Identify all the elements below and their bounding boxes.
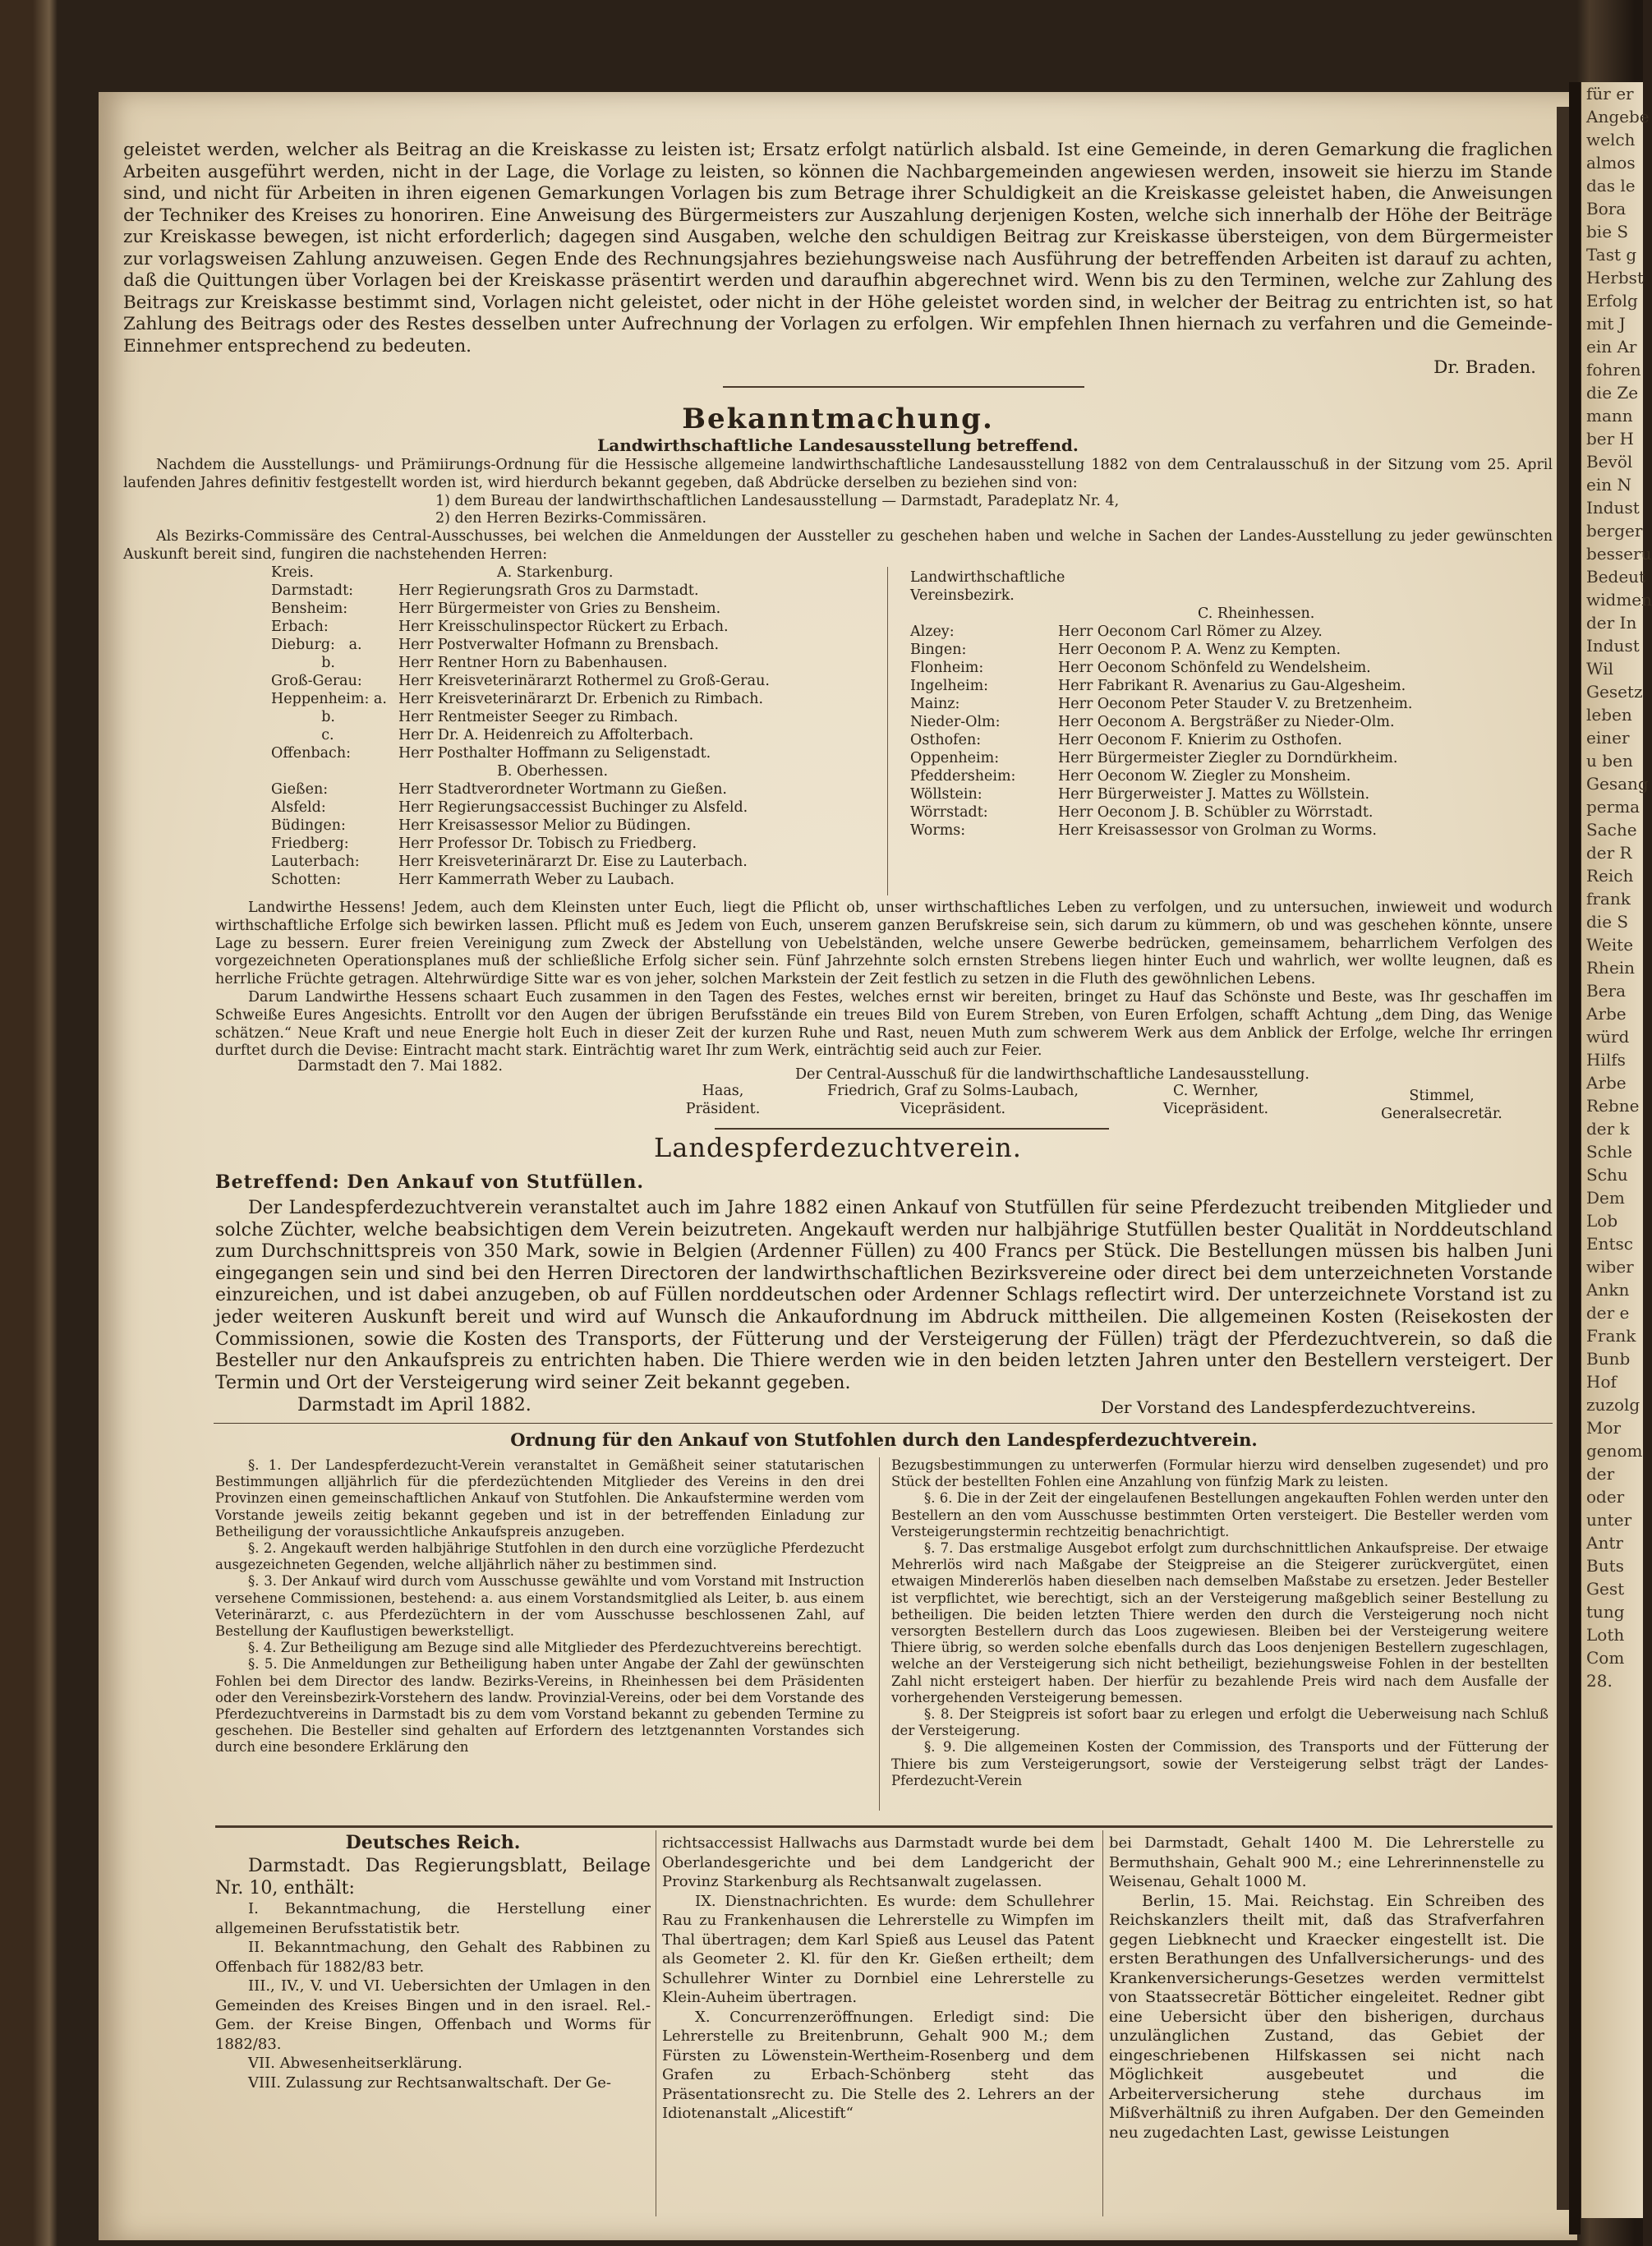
adjacent-page-fragment: der In xyxy=(1586,613,1637,633)
starkenburg-row xyxy=(271,636,879,654)
rheinhessen-commissioner: Herr Oeconom A. Bergsträßer zu Nieder-Olm. xyxy=(1058,714,1395,730)
adjacent-page-fragment: unter xyxy=(1586,1510,1632,1530)
rheinhessen-commissioner: Herr Oeconom Schönfeld zu Wendelsheim. xyxy=(1058,660,1371,676)
ordnung-left-column xyxy=(215,1457,864,1756)
adjacent-page-fragment: die S xyxy=(1586,912,1629,932)
oberhessen-row xyxy=(271,853,879,871)
rheinhessen-commissioner: Herr Oeconom Peter Stauder V. zu Bretzenheim. xyxy=(1058,696,1413,712)
reich-lead: Darmstadt. Das Regierungsblatt, Beilage Nr. 10, enthält: xyxy=(215,1856,651,1899)
pferd-date: Darmstadt im April 1882. xyxy=(297,1395,531,1415)
top-paragraph-text: geleistet werden, welcher als Beitrag an die Kreiskasse zu leisten ist; Ersatz erfolgt natürlich alsbald. Ist eine Gemeinde, in deren Gemarkung die fraglichen Arbeiten ausgeführt werden, nicht in der Lage, die Vorlage zu leisten, so können die Nachbargemeinden angewiesen werden, insoweit sie hierzu im Stande sind, und nicht für Arbeiten in ihren eigenen Gemarkungen Vorlagen bis zum Betrage ihrer Schuldigkeit an die Kreiskasse geleistet haben, die Anweisungen der Techniker des Kreises zu honoriren. Eine Anweisung des Bürgermeisters zur Auszahlung derjenigen Kosten, welche sich innerhalb der Höhe der Beiträge zur Kreiskasse bewegen, ist nicht erforderlich; dagegen sind Ausgaben, welche den schuldigen Beitrag zur Kreiskasse übersteigen, von dem Bürgermeister zur vorlagsweisen Zahlung anzuweisen. Gegen Ende des Rechnungsjahres beziehungsweise nach Ausführung der betreffenden Arbeiten ist darauf zu achten, daß die Quittungen über Vorlagen bei der Kreiskasse präsentirt werden und daraufhin abgerechnet wird. Wenn bis zu den Terminen, welche zur Zahlung des Beitrags zur Kreiskasse bestimmt sind, Vorlagen nicht geleistet, oder nicht in der Höhe geleistet worden sind, in welcher der Beitrag zu entrichten ist, so hat Zahlung des Beitrags oder des Restes desselben unter Aufrechnung der Vorlagen zu erfolgen. Wir empfehlen Ihnen hiernach zu verfahren und die Gemeinde-Einnehmer entsprechend zu bedeuten. xyxy=(123,140,1553,357)
ordnung-left-paragraph: §. 4. Zur Betheiligung am Bezuge sind alle Mitglieder des Pferdezuchtvereins berechtigt. xyxy=(248,1640,863,1656)
rheinhessen-commissioner: Herr Bürgermeister Ziegler zu Dorndürkheim. xyxy=(1058,750,1398,766)
oberhessen-district: Friedberg: xyxy=(271,835,349,852)
thick-separator xyxy=(215,1825,1553,1828)
top-paragraph xyxy=(123,140,1553,380)
ordnung-left-paragraph: §. 2. Angekauft werden halbjährige Stutfohlen in den durch eine vorzügliche Pferdezucht ausgezeichneten Gegenden, welche alljährlich näher zu bestimmen sind. xyxy=(215,1540,864,1573)
starkenburg-commissioner: Herr Posthalter Hoffmann zu Seligenstadt. xyxy=(398,745,711,762)
adjacent-page-fragment: Sache xyxy=(1586,820,1637,840)
adjacent-page xyxy=(1581,82,1652,2218)
starkenburg-commissioner: Herr Dr. A. Heidenreich zu Affolterbach. xyxy=(398,727,694,743)
pferd-body: Der Landespferdezuchtverein veranstaltet auch im Jahre 1882 einen Ankauf von Stutfüllen für seine Pferdezucht treibenden Mitglieder und solche Züchter, welche beabsichtigen dem Verein beizutreten. Angekauft werden nur halbjährige Stutfüllen bester Qualität in Norddeutschland zum Durchschnittspreis von 350 Mark, sowie in Belgien (Ardenner Füllen) zu 400 Francs per Stück. Die Bestellungen müssen bis halben Juni eingegangen sein und sind bei den Herren Directoren der landwirthschaftlichen Bezirksvereine oder direct bei dem unterzeichneten Vorstande einzureichen, und ist dabei anzugeben, ob auf Füllen norddeutschen oder Ardenner Schlags reflectirt wird. Der unterzeichnete Vorstand ist zu jeder weiteren Auskunft bereit und wird auf Wunsch die Ankaufordnung im Abdruck mittheilen. Die allgemeinen Kosten (Reisekosten der Commissionen, sowie die Kosten des Transports, der Fütterung und der Versteigerung der Füllen) trägt der Pferdezuchtverein, so daß die Besteller nur den Ankaufspreis zu entrichten haben. Die Thiere werden wie in den beiden letzten Jahren unter den Bestellern versteigert. Der Termin und Ort der Versteigerung wird seiner Zeit bekannt gegeben. xyxy=(215,1198,1553,1393)
oberhessen-row xyxy=(271,817,879,835)
signatory-2 xyxy=(789,1083,1117,1119)
starkenburg-list xyxy=(271,582,879,762)
oberhessen-row xyxy=(271,780,879,799)
ordnung-left-paragraph: §. 3. Der Ankauf wird durch vom Ausschusse gewählte und vom Vorstand mit Instruction versehene Commissionen, bestehend: a. aus einem Vorstandsmitglied als Leiter, b. aus einem Veterinärarzt, c. aus Pferdezüchtern in der vom Ausschusse beschlossenen Zahl, auf Bestellung der Kauflustigen bewerkstelligt. xyxy=(215,1573,864,1640)
rheinhessen-district: Wöllstein: xyxy=(910,786,982,803)
rheinhessen-row xyxy=(910,749,1551,767)
signatory-2-name: Friedrich, Graf zu Solms-Laubach, xyxy=(827,1083,1079,1099)
starkenburg-district: Erbach: xyxy=(271,619,329,635)
oberhessen-commissioner: Herr Professor Dr. Tobisch zu Friedberg. xyxy=(398,835,697,852)
adjacent-page-fragment: Arbe xyxy=(1586,1073,1627,1093)
adjacent-page-fragment: Wil xyxy=(1586,659,1613,679)
reich-column-1 xyxy=(215,1830,651,2092)
ordnung-right-paragraph: §. 7. Das erstmalige Ausgebot erfolgt zum durchschnittlichen Ankaufspreise. Der etwaige Mehrerlös wird nach Maßgabe der Steigpreise an die Steigerer zurückvergütet, einen etwaigen Mindererlös haben dieselben nach demselben Maßstabe zu ersetzen. Jeder Besteller ist verpflichtet, wie berechtigt, sich an der Versteigerung maßgeblich seiner Bestellung zu betheiligen. Die beiden letzten Thiere werden den durch die Versteigerung noch nicht versorgten Bestellern durch das Loos zugewiesen. Bleiben bei der Versteigerung weitere Thiere übrig, so werden solche ebenfalls durch das Loos denjenigen Bestellern zugeschlagen, welche an der Versteigerung sich nicht betheiligt, beziehungsweise Fohlen in der bestellten Zahl nicht ersteigert haben. Der hierfür zu bezahlende Preis wird nach dem Ausfalle der vorhergehenden Versteigerung bemessen. xyxy=(891,1540,1548,1705)
rheinhessen-district: Alzey: xyxy=(910,624,955,640)
adjacent-page-fragment: würd xyxy=(1586,1027,1630,1047)
adjacent-page-fragment: Bedeut xyxy=(1586,567,1646,587)
starkenburg-district: b. xyxy=(271,655,335,671)
adjacent-page-fragment: almos xyxy=(1586,153,1636,173)
reich-column-2 xyxy=(662,1834,1094,2124)
right-header-1: Landwirthschaftliche xyxy=(910,569,1065,586)
reich-col1-items xyxy=(215,1899,651,2092)
adjacent-page-fragment: Hof xyxy=(1586,1372,1617,1392)
source-2: 2) den Herren Bezirks-Commissären. xyxy=(435,510,707,527)
starkenburg-row xyxy=(271,690,879,708)
adjacent-page-fragment: tung xyxy=(1586,1602,1625,1622)
oberhessen-district: Alsfeld: xyxy=(271,799,326,816)
adjacent-page-fragment: genom xyxy=(1586,1441,1643,1461)
adjacent-page-fragment: Buts xyxy=(1586,1556,1624,1576)
ordnung-right-paragraph: §. 8. Der Steigpreis ist sofort baar zu erlegen und erfolgt die Ueberweisung nach Schluß der Versteigerung. xyxy=(891,1706,1548,1739)
appeal-text-2: Darum Landwirthe Hessens schaart Euch zusammen in den Tagen des Festes, welches ernst wir bereiten, bringet zu Hauf das Schönste und Beste, was Ihr geschaffen im Schweiße Eures Angesichts. Entrollt vor den Augen der übrigen Berufsstände ein treues Bild von Eurem Streben, von Euren Erfolgen, schafft Achtung „dem Ding, das Wenige schätzen.“ Neue Kraft und neue Energie holt Euch in dieser Zeit der kurzen Ruhe und Rast, neuen Muth zum schwerem Werk aus dem Anblick der Erfolge, welche Ihr erringen durftet durch die Devise: Eintracht macht stark. Einträchtig waret Ihr zum Werk, einträchtig seid auch zur Feier. xyxy=(215,988,1553,1060)
rheinhessen-district: Bingen: xyxy=(910,642,967,658)
signatory-1-role: Präsident. xyxy=(685,1100,761,1117)
reich-item-paragraph: VIII. Zulassung zur Rechtsanwaltschaft. Der Ge- xyxy=(248,2073,611,2092)
starkenburg-row xyxy=(271,744,879,762)
signatory-2-role: Vicepräsident. xyxy=(900,1100,1006,1117)
rheinhessen-district: Wörrstadt: xyxy=(910,804,988,821)
starkenburg-row xyxy=(271,654,879,672)
starkenburg-district: Darmstadt: xyxy=(271,582,354,599)
adjacent-page-fragment: der xyxy=(1586,1464,1615,1484)
starkenburg-commissioner: Herr Bürgermeister von Gries zu Bensheim. xyxy=(398,601,721,617)
adjacent-page-fragment: ein Ar xyxy=(1586,337,1637,357)
starkenburg-row xyxy=(271,708,879,726)
adjacent-page-fragment: wiber xyxy=(1586,1257,1634,1277)
rheinhessen-row xyxy=(910,767,1551,785)
oberhessen-district: Schotten: xyxy=(271,872,342,888)
adjacent-page-fragment: Schu xyxy=(1586,1165,1628,1185)
adjacent-page-fragment: Mor xyxy=(1586,1418,1622,1438)
column-divider xyxy=(879,1457,880,1811)
starkenburg-row xyxy=(271,672,879,690)
oberhessen-commissioner: Herr Kreisassessor Melior zu Büdingen. xyxy=(398,817,692,834)
adjacent-page-fragment: die Ze xyxy=(1586,383,1639,403)
signatory-3-name: C. Wernher, xyxy=(1172,1083,1259,1099)
rheinhessen-row xyxy=(910,641,1551,659)
adjacent-page-fragment: Bora xyxy=(1586,199,1627,219)
adjacent-page-fragment: Indust xyxy=(1586,498,1640,518)
oberhessen-district: Lauterbach: xyxy=(271,854,360,870)
oberhessen-list xyxy=(271,780,879,889)
bekanntmachung-intro: Nachdem die Ausstellungs- und Prämiirungs-Ordnung für die Hessische allgemeine landwirthschaftliche Landesausstellung 1882 von dem Centralausschuß in der Sitzung vom 25. April laufenden Jahres definitiv festgestellt worden ist, wird hierdurch bekannt gegeben, daß Abdrücke derselben zu beziehen sind von: xyxy=(123,457,1553,491)
adjacent-page-fragment: berger xyxy=(1586,521,1643,541)
separator-rule xyxy=(214,1423,1553,1424)
signatory-1 xyxy=(657,1083,789,1119)
kreis-header: Kreis. xyxy=(271,564,314,581)
starkenburg-row xyxy=(271,726,879,744)
oberhessen-commissioner: Herr Kammerrath Weber zu Laubach. xyxy=(398,872,675,888)
pferd-title: Landespferdezuchtverein. xyxy=(654,1132,1022,1163)
adjacent-page-fragment: fohren xyxy=(1586,360,1641,380)
oberhessen-commissioner: Herr Regierungsaccessist Buchinger zu Alsfeld. xyxy=(398,799,748,816)
adjacent-page-fragment: widmen xyxy=(1586,590,1652,610)
ordnung-right-column xyxy=(891,1457,1548,1789)
adjacent-page-fragment: einer xyxy=(1586,728,1630,748)
ordnung-left-paragraph: §. 5. Die Anmeldungen zur Betheiligung haben unter Angabe der Zahl der gewünschten Fohlen bei dem Director des landw. Bezirks-Vereins, in Rheinhessen bei dem Präsidenten oder den Vereinsbezirk-Vorstehern des landw. Provinzial-Vereins, oder bei dem Vorstande des Pferdezuchtvereins in Darmstadt bis zu dem vom Vorstand bekannt zu gebenden Termine zu geschehen. Die Besteller sind gehalten auf Erfordern des letztgenannten Vorstandes sich durch eine besondere Erklärung den xyxy=(215,1656,864,1756)
reich-item-paragraph: II. Bekanntmachung, den Gehalt des Rabbinen zu Offenbach für 1882/83 betr. xyxy=(215,1939,651,1976)
signatory-4-name: Stimmel, xyxy=(1409,1088,1475,1104)
rheinhessen-commissioner: Herr Oeconom P. A. Wenz zu Kempten. xyxy=(1058,642,1341,658)
adjacent-page-fragment: Herbst xyxy=(1586,268,1644,288)
ordnung-title: Ordnung für den Ankauf von Stutfohlen durch den Landespferdezuchtverein. xyxy=(510,1429,1258,1450)
adjacent-page-fragment: Angebe xyxy=(1586,107,1650,127)
signatory-3 xyxy=(1134,1083,1298,1119)
page-edge-strip xyxy=(1557,107,1570,2210)
rheinhessen-row xyxy=(910,785,1551,803)
bezirks-intro: Als Bezirks-Commissäre des Central-Ausschusses, bei welchen die Anmeldungen der Aussteller zu geschehen haben und welche in Sachen der Landes-Ausstellung zu jeder gewünschten Auskunft bereit sind, fungiren die nachstehenden Herren: xyxy=(123,528,1553,563)
adjacent-page-fragment: leben xyxy=(1586,705,1632,725)
starkenburg-district: Heppenheim: a. xyxy=(271,691,387,707)
bekanntmachung-title: Bekanntmachung. xyxy=(682,403,994,435)
rheinhessen-row xyxy=(910,659,1551,677)
ordnung-right-paragraph: §. 6. Die in der Zeit der eingelaufenen Bestellungen angekauften Fohlen werden unter den Bestellern an den vom Ausschusse bestimmten Orten versteigert. Die Besteller werden vom Versteigerungstermin rechtzeitig benachrichtigt. xyxy=(891,1490,1548,1540)
adjacent-page-fragment: Com xyxy=(1586,1648,1625,1668)
oberhessen-row xyxy=(271,799,879,817)
adjacent-page-fragment: u ben xyxy=(1586,751,1633,771)
rheinhessen-district: Oppenheim: xyxy=(910,750,1000,766)
signatory-1-name: Haas, xyxy=(702,1083,744,1099)
oberhessen-heading: B. Oberhessen. xyxy=(497,763,609,780)
adjacent-page-fragment: Entsc xyxy=(1586,1234,1633,1254)
starkenburg-commissioner: Herr Rentner Horn zu Babenhausen. xyxy=(398,655,668,671)
starkenburg-heading: A. Starkenburg. xyxy=(497,564,614,581)
commissioners-right xyxy=(910,568,1551,840)
reich-column-3 xyxy=(1109,1834,1544,2142)
adjacent-page-fragment: Gesetz xyxy=(1586,682,1643,702)
adjacent-page-fragment: frank xyxy=(1586,889,1631,909)
rheinhessen-row xyxy=(910,623,1551,641)
adjacent-page-fragment: das le xyxy=(1586,176,1636,196)
pferd-subject: Betreffend: Den Ankauf von Stutfüllen. xyxy=(215,1171,644,1193)
adjacent-page-fragment: Arbe xyxy=(1586,1004,1627,1024)
oberhessen-district: Gießen: xyxy=(271,781,329,798)
rheinhessen-commissioner: Herr Oeconom Carl Römer zu Alzey. xyxy=(1058,624,1323,640)
adjacent-page-fragment: mit J xyxy=(1586,314,1626,334)
pferd-signature: Der Vorstand des Landespferdezuchtvereins. xyxy=(1101,1397,1476,1417)
reich-berlin: Berlin, 15. Mai. Reichstag. Ein Schreiben des Reichskanzlers theilt mit, daß das Strafverfahren gegen Liebknecht und Kraecker eingestellt ist. Die ersten Berathungen des Unfallversicherungs- und des Krankenversicherungs-Gesetzes werden vermittelst von Staatssecretär Bötticher eingeleitet. Redner gibt eine Uebersicht über den bisherigen, durchaus unzulänglichen Zustand, das Gebiet der eingeschriebenen Hilfskassen sei nicht nach Möglichkeit ausgebeutet und die Arbeiterversicherung stehe durchaus im Mißverhältniß zu ihren Aufgaben. Der den Gemeinden neu zugedachten Last, gewisse Leistungen xyxy=(1109,1891,1544,2142)
adjacent-page-fragment: bie S xyxy=(1586,222,1629,242)
separator-rule xyxy=(715,1128,1109,1130)
adjacent-page-fragment: Frank xyxy=(1586,1326,1636,1346)
starkenburg-district: Groß-Gerau: xyxy=(271,673,362,689)
starkenburg-district: Bensheim: xyxy=(271,601,348,617)
reich-col2-paragraph: IX. Dienstnachrichten. Es wurde: dem Schullehrer Rau zu Frankenhausen die Lehrerstelle zu Wimpfen im Thal übertragen; dem Karl Spieß aus Leusel das Patent als Geometer 2. Kl. für den Kr. Gießen ertheilt; dem Schullehrer Winter zu Dornbiel eine Lehrerstelle zu Klein-Auheim übertragen. xyxy=(662,1892,1094,2006)
starkenburg-commissioner: Herr Rentmeister Seeger zu Rimbach. xyxy=(398,709,679,725)
starkenburg-district: Dieburg: a. xyxy=(271,637,362,653)
bekanntmachung-subtitle: Landwirthschaftliche Landesausstellung betreffend. xyxy=(597,435,1079,455)
adjacent-page-fragment: der k xyxy=(1586,1119,1630,1139)
rheinhessen-row xyxy=(910,713,1551,731)
adjacent-page-fragment: zuzolg xyxy=(1586,1395,1640,1415)
adjacent-page-fragment: Antr xyxy=(1586,1533,1623,1553)
starkenburg-district: Offenbach: xyxy=(271,745,352,762)
adjacent-page-fragment: Erfolg xyxy=(1586,291,1638,311)
adjacent-page-fragment: besseru xyxy=(1586,544,1652,564)
rheinhessen-row xyxy=(910,822,1551,840)
starkenburg-commissioner: Herr Postverwalter Hofmann zu Brensbach. xyxy=(398,637,720,653)
signatory-4 xyxy=(1347,1088,1536,1124)
rheinhessen-commissioner: Herr Oeconom J. B. Schübler zu Wörrstadt. xyxy=(1058,804,1374,821)
oberhessen-row xyxy=(271,871,879,889)
adjacent-page-fragment: für er xyxy=(1586,84,1634,104)
reich-item-paragraph: VII. Abwesenheitserklärung. xyxy=(248,2055,462,2072)
adjacent-page-fragment: Bevöl xyxy=(1586,452,1633,472)
adjacent-page-fragment: Weite xyxy=(1586,935,1634,955)
adjacent-page-fragment: Hilfs xyxy=(1586,1050,1626,1070)
adjacent-page-fragment: mann xyxy=(1586,406,1633,426)
starkenburg-commissioner: Herr Regierungsrath Gros zu Darmstadt. xyxy=(398,582,699,599)
ordnung-left-paragraph: §. 1. Der Landespferdezucht-Verein veranstaltet in Gemäßheit seiner statutarischen Bestimmungen alljährlich für die pferdezüchtenden Mitglieder des Vereins in den drei Provinzen einen gemeinschaftlichen Ankauf von Stutfohlen. Die Ankaufstermine werden vom Vorstande jeweils zeitig bekannt gegeben und ist in der betreffenden Einladung zur Betheiligung der voraussichtliche Ankaufspreis anzugeben. xyxy=(215,1457,864,1540)
commissioners-left xyxy=(271,564,879,889)
reich-item-paragraph: I. Bekanntmachung, die Herstellung einer allgemeinen Berufsstatistik betr. xyxy=(215,1900,651,1937)
signatory-4-role: Generalsecretär. xyxy=(1381,1105,1502,1122)
appeal-block xyxy=(215,900,1553,1061)
starkenburg-district: b. xyxy=(271,709,335,725)
rheinhessen-commissioner: Herr Oeconom W. Ziegler zu Monsheim. xyxy=(1058,768,1351,785)
starkenburg-commissioner: Herr Kreisschulinspector Rückert zu Erbach. xyxy=(398,619,729,635)
rheinhessen-district: Worms: xyxy=(910,822,966,839)
top-signature: Dr. Braden. xyxy=(1433,357,1536,378)
adjacent-page-fragment: Gesang xyxy=(1586,774,1649,794)
adjacent-page-fragment: Tast g xyxy=(1586,245,1637,265)
adjacent-page-fragment: Bunb xyxy=(1586,1349,1631,1369)
rheinhessen-row xyxy=(910,677,1551,695)
bekanntmachung-date: Darmstadt den 7. Mai 1882. xyxy=(297,1058,503,1075)
pferd-body-block xyxy=(215,1198,1553,1394)
oberhessen-row xyxy=(271,835,879,853)
column-divider xyxy=(887,567,888,895)
column-divider xyxy=(1102,1830,1103,2216)
rheinhessen-district: Nieder-Olm: xyxy=(910,714,1001,730)
adjacent-page-fragment: Gest xyxy=(1586,1579,1625,1599)
ordnung-right-paragraph: Bezugsbestimmungen zu unterwerfen (Formular hierzu wird denselben zugesendet) und pro Stück der bestellten Fohlen eine Anzahlung von fünfzig Mark zu leisten. xyxy=(891,1457,1548,1490)
appeal-text: Landwirthe Hessens! Jedem, auch dem Kleinsten unter Euch, liegt die Pflicht ob, unser wirthschaftliches Leben zu verfolgen, und zu untersuchen, inwieweit und wodurch wirthschaftliche Erfolge sich bewirken lassen. Pflicht muß es Jedem von Euch, unserem ganzen Berufskreise sein, sich darum zu kümmern, ob und was geschehen könnte, unsere Lage zu bessern. Eurer freien Vereinigung zum Zweck der Abstellung von Uebelständen, welche unsere Gewerbe bedrücken, gemeinsamem, beharrlichem Verfolgen des vorgezeichneten Operationsplanes muß der schließliche Erfolg sicher sein. Fünf Jahrzehnte solch ernsten Strebens liegen hinter Euch und wahrlich, wer wollte leugnen, daß es herrliche Früchte getragen. Altehrwürdige Sitte war es von jeher, solchen Markstein der Zeit festlich zu setzen in die Fluth des gewöhnlichen Lebens. xyxy=(215,900,1553,988)
adjacent-page-fragment: welch xyxy=(1586,130,1636,150)
adjacent-page-fragment: der e xyxy=(1586,1303,1630,1323)
adjacent-page-fragment: Loth xyxy=(1586,1625,1625,1645)
adjacent-page-fragment: Schle xyxy=(1586,1142,1633,1162)
adjacent-page-fragment: Rebne xyxy=(1586,1096,1640,1116)
rheinhessen-heading: C. Rheinhessen. xyxy=(1198,605,1315,622)
rheinhessen-district: Mainz: xyxy=(910,696,960,712)
reich-title: Deutsches Reich. xyxy=(345,1832,521,1853)
oberhessen-commissioner: Herr Stadtverordneter Wortmann zu Gießen. xyxy=(398,781,727,798)
starkenburg-commissioner: Herr Kreisveterinärarzt Rothermel zu Groß-Gerau. xyxy=(398,673,770,689)
book-spine xyxy=(1569,82,1581,2234)
adjacent-page-fragment: Bera xyxy=(1586,981,1627,1001)
starkenburg-commissioner: Herr Kreisveterinärarzt Dr. Erbenich zu Rimbach. xyxy=(398,691,764,707)
adjacent-page-fragment: Dem xyxy=(1586,1188,1625,1208)
reich-col3-lead: bei Darmstadt, Gehalt 1400 M. Die Lehrerstelle zu Bermuthshain, Gehalt 900 M.; eine Lehrerinnenstelle zu Weisenau, Gehalt 1000 M. xyxy=(1109,1834,1544,1890)
adjacent-page-fragment: 28. xyxy=(1586,1671,1613,1691)
rheinhessen-row xyxy=(910,695,1551,713)
rheinhessen-commissioner: Herr Oeconom F. Knierim zu Osthofen. xyxy=(1058,732,1342,748)
ordnung-right-paragraph: §. 9. Die allgemeinen Kosten der Commission, des Transports und der Fütterung der Thiere bis zum Versteigerungsort, sowie der Versteigerung selbst trägt der Landes-Pferdezucht-Verein xyxy=(891,1739,1548,1788)
rheinhessen-district: Ingelheim: xyxy=(910,678,989,694)
oberhessen-district: Büdingen: xyxy=(271,817,346,834)
separator-rule xyxy=(723,386,1084,388)
adjacent-page-fragment: oder xyxy=(1586,1487,1625,1507)
starkenburg-district: c. xyxy=(271,727,334,743)
reich-col2-paragraph: X. Concurrenzeröffnungen. Erledigt sind: Die Lehrerstelle zu Breitenbrunn, Gehalt 900 M.; dem Fürsten zu Löwenstein-Wertheim-Rosenberg und dem Grafen zu Erbach-Schönberg steht das Präsentationsrecht zu. Die Stelle des 2. Lehrers an der Idiotenanstalt „Alicestift“ xyxy=(662,2008,1094,2122)
starkenburg-row xyxy=(271,618,879,636)
source-1: 1) dem Bureau der landwirthschaftlichen Landesausstellung — Darmstadt, Paradeplatz Nr. 4, xyxy=(435,492,1120,509)
starkenburg-row xyxy=(271,582,879,600)
adjacent-page-fragment: perma xyxy=(1586,797,1640,817)
signatory-3-role: Vicepräsident. xyxy=(1162,1100,1269,1117)
oberhessen-commissioner: Herr Kreisveterinärarzt Dr. Eise zu Lauterbach. xyxy=(398,854,748,870)
adjacent-page-fragment: der R xyxy=(1586,843,1632,863)
starkenburg-row xyxy=(271,600,879,618)
bekanntmachung-intro-block xyxy=(123,457,1553,564)
rheinhessen-district: Flonheim: xyxy=(910,660,984,676)
rheinhessen-commissioner: Herr Kreisassessor von Grolman zu Worms. xyxy=(1058,822,1377,839)
adjacent-page-fragment: Reich xyxy=(1586,866,1634,886)
adjacent-page-fragment: Rhein xyxy=(1586,958,1636,978)
committee-line: Der Central-Ausschuß für die landwirthschaftliche Landesausstellung. xyxy=(795,1066,1309,1083)
rheinhessen-district: Osthofen: xyxy=(910,732,982,748)
adjacent-page-fragment: ein N xyxy=(1586,475,1631,495)
rheinhessen-district: Pfeddersheim: xyxy=(910,768,1016,785)
rheinhessen-row xyxy=(910,731,1551,749)
rheinhessen-commissioner: Herr Fabrikant R. Avenarius zu Gau-Algesheim. xyxy=(1058,678,1406,694)
right-header-2: Vereinsbezirk. xyxy=(910,587,1015,604)
reich-col2-paragraph: richtsaccessist Hallwachs aus Darmstadt wurde bei dem Oberlandesgerichte und bei dem Landgericht der Provinz Starkenburg als Rechtsanwalt zugelassen. xyxy=(662,1834,1094,1890)
rheinhessen-commissioner: Herr Bürgerweister J. Mattes zu Wöllstein. xyxy=(1058,786,1370,803)
adjacent-page-fragment: Indust xyxy=(1586,636,1640,656)
adjacent-page-fragment: ber H xyxy=(1586,429,1634,449)
adjacent-page-fragment: Lob xyxy=(1586,1211,1618,1231)
rheinhessen-list xyxy=(910,623,1551,840)
adjacent-page-fragment: Ankn xyxy=(1586,1280,1630,1300)
reich-item-paragraph: III., IV., V. und VI. Uebersichten der Umlagen in den Gemeinden des Kreises Bingen und in den israel. Rel.-Gem. der Kreise Bingen, Offenbach und Worms für 1882/83. xyxy=(215,1977,651,2053)
rheinhessen-row xyxy=(910,803,1551,822)
